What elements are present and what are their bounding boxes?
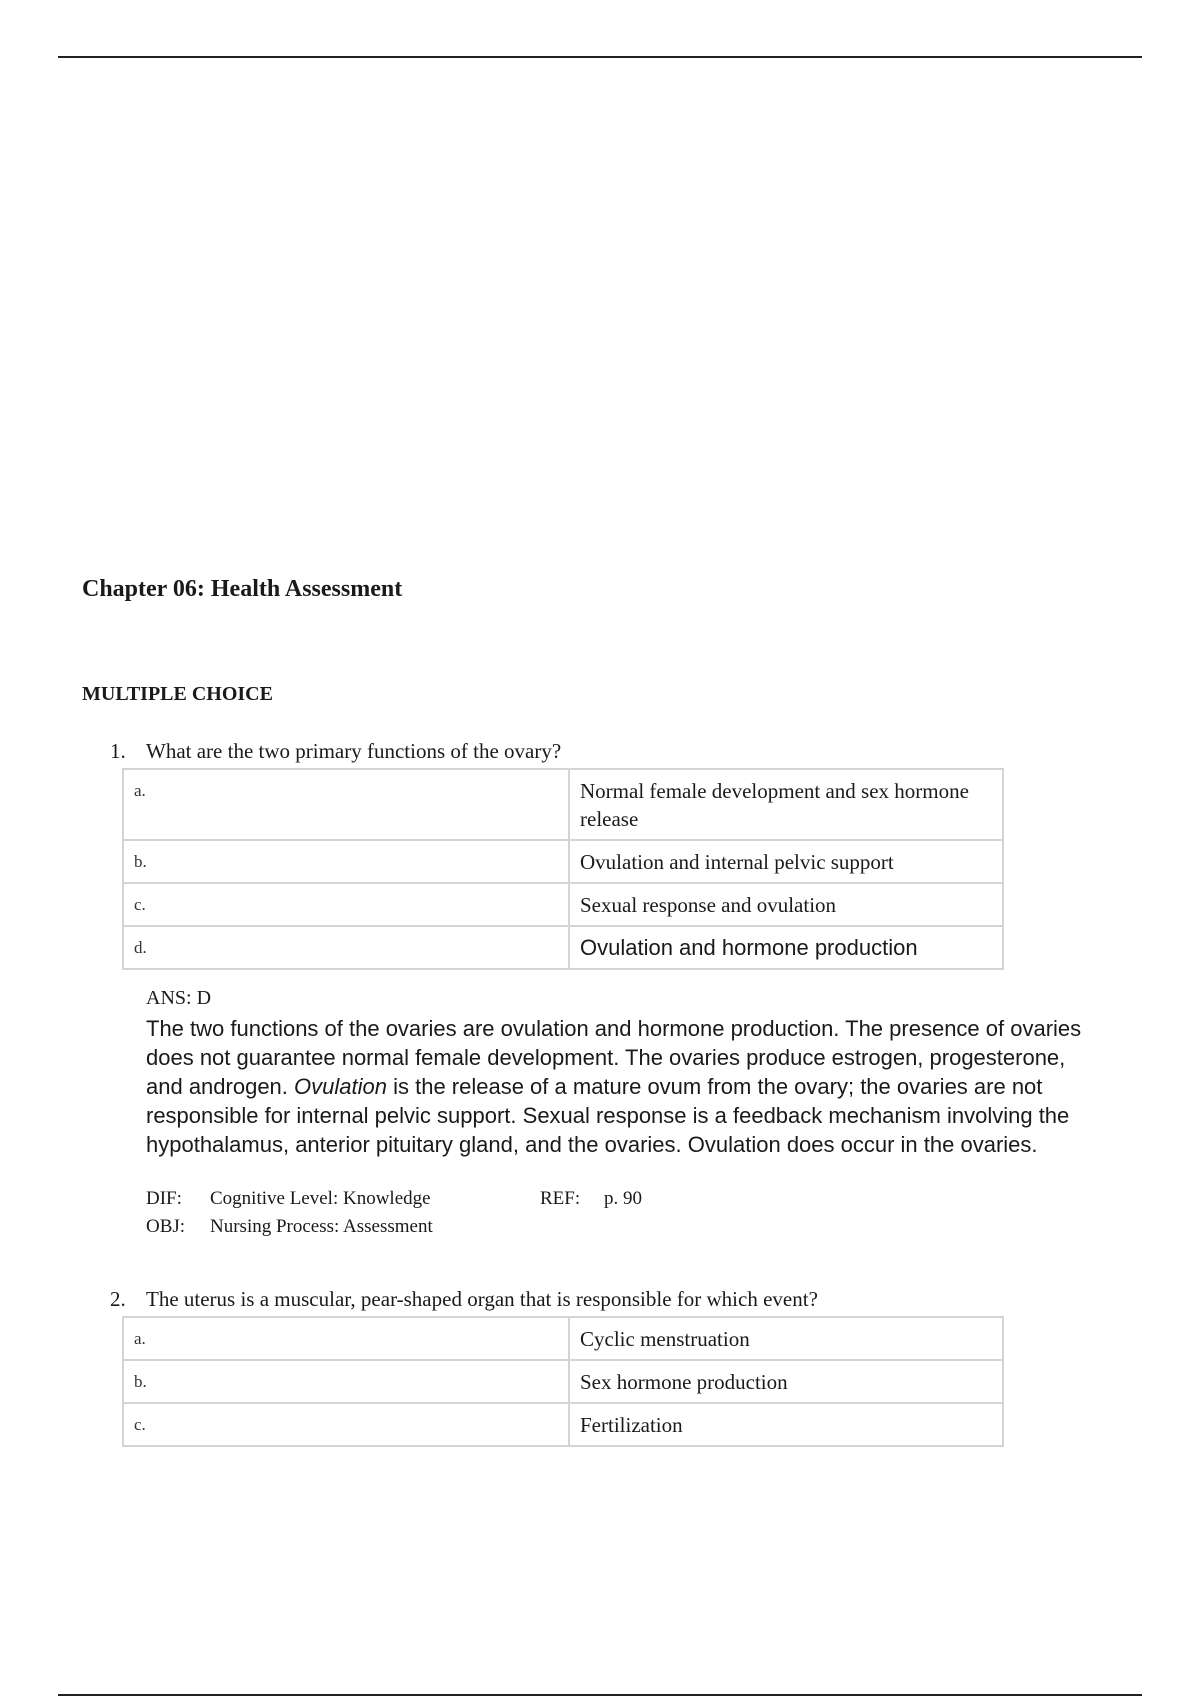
option-row-c[interactable]	[123, 883, 1003, 926]
option-letter: d.	[123, 926, 569, 969]
option-row-c[interactable]	[123, 1403, 1003, 1446]
question-text: The uterus is a muscular, pear-shaped organ that is responsible for which event?	[146, 1287, 818, 1311]
rationale-part-2: is the release of a mature ovum from the ovary; the ovaries are not responsible for internal pelvic support. Sexual response is a feedback mechanism involving the hypothalamus, anterior pituitary gland, and the ovaries. Ovulation does occur in the ovaries.	[146, 1074, 1070, 1157]
options-table	[122, 768, 1004, 970]
answer-block	[146, 986, 1110, 1241]
question-text: What are the two primary functions of the ovary?	[146, 739, 562, 763]
option-row-b[interactable]	[123, 1360, 1003, 1403]
option-letter: b.	[123, 840, 569, 883]
option-row-a[interactable]	[123, 769, 1003, 840]
dif-value: Cognitive Level: Knowledge	[210, 1188, 431, 1209]
option-text: Ovulation and hormone production	[569, 926, 1003, 969]
option-row-b[interactable]	[123, 840, 1003, 883]
option-letter: a.	[123, 769, 569, 840]
option-letter: c.	[123, 1403, 569, 1446]
question-number: 2.	[110, 1287, 126, 1311]
option-row-a[interactable]	[123, 1317, 1003, 1360]
option-text: Fertilization	[569, 1403, 1003, 1446]
section-heading: MULTIPLE CHOICE	[82, 683, 273, 705]
top-rule	[58, 56, 1142, 58]
question-number: 1.	[110, 739, 126, 763]
chapter-title: Chapter 06: Health Assessment	[82, 576, 403, 602]
ref-value: p. 90	[604, 1188, 642, 1209]
rationale	[146, 1014, 1106, 1159]
rationale-term: Ovulation	[294, 1074, 387, 1099]
question-metadata	[146, 1185, 1110, 1241]
option-row-d[interactable]	[123, 926, 1003, 969]
option-text: Sexual response and ovulation	[569, 883, 1003, 926]
option-text: Normal female development and sex hormone release	[569, 769, 1003, 840]
meta-row-obj	[146, 1213, 1110, 1241]
question-stem	[110, 1286, 1110, 1316]
question-2	[110, 1286, 1110, 1447]
rationale-part-1: The two functions of the ovaries are ovulation and hormone production. The presence of ovaries does not guarantee normal female development. The ovaries produce estrogen, progesterone, and androgen.	[146, 1016, 1082, 1099]
answer-key: ANS: D	[146, 987, 212, 1009]
option-text: Cyclic menstruation	[569, 1317, 1003, 1360]
obj-label: OBJ:	[146, 1216, 186, 1237]
bottom-rule	[58, 1694, 1142, 1696]
meta-row-dif	[146, 1185, 1110, 1213]
question-1	[110, 738, 1110, 1241]
option-text: Ovulation and internal pelvic support	[569, 840, 1003, 883]
question-stem	[110, 738, 1110, 768]
option-text: Sex hormone production	[569, 1360, 1003, 1403]
option-letter: a.	[123, 1317, 569, 1360]
ref-label: REF:	[540, 1188, 581, 1209]
dif-label: DIF:	[146, 1188, 182, 1209]
option-letter: b.	[123, 1360, 569, 1403]
obj-value: Nursing Process: Assessment	[210, 1216, 433, 1237]
options-table	[122, 1316, 1004, 1447]
option-letter: c.	[123, 883, 569, 926]
